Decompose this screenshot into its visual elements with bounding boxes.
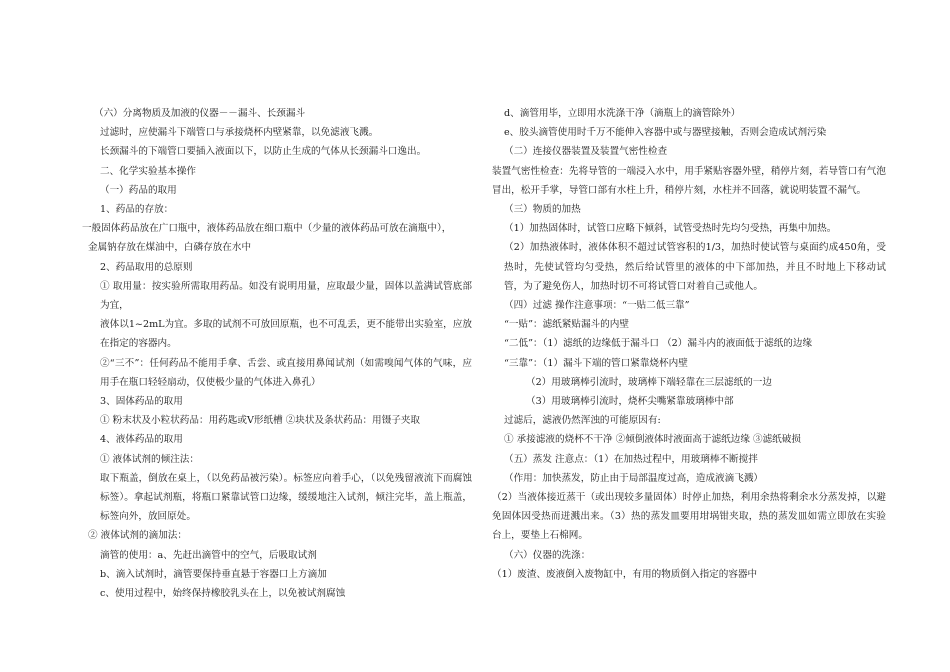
left-paragraph: 金属钠存放在煤油中，白磷存放在水中 [88,242,252,254]
right-paragraph: “一贴”：滤纸紧贴漏斗的内壁 [504,319,629,331]
left-paragraph: 1、药品的存放： [100,204,174,216]
right-paragraph: （五）蒸发 注意点：（1）在加热过程中，用玻璃棒不断搅拌 [504,453,758,465]
right-paragraph: （三）物质的加热 [504,204,581,216]
left-paragraph: 长颈漏斗的下端管口要插入液面以下，以防止生成的气体从长颈漏斗口逸出。 [100,146,427,158]
left-paragraph: （一）药品的取用 [100,184,177,196]
left-column [82,104,472,603]
right-paragraph: （2）当液体接近蒸干（或出现较多量固体）时停止加热，利用余热将剩余水分蒸发掉，以避免固体因受热而迸溅出来。（3）热的蒸发皿要用坩埚钳夹取，热的蒸发皿如需立即放在实验台上，要垫上石棉网。 [492,492,886,542]
left-paragraph: ② 液体试剂的滴加法： [88,530,187,542]
right-paragraph: 装置气密性检查：先将导管的一端浸入水中，用手紧贴容器外壁，稍停片刻，若导管口有气泡冒出，松开手掌，导管口部有水柱上升，稍停片刻，水柱并不回落，就说明装置不漏气。 [492,165,886,196]
right-paragraph: ① 承接滤液的烧杯不干净 ②倾倒液体时液面高于滤纸边缘 ③滤纸破损 [504,434,801,446]
left-paragraph: 一般固体药品放在广口瓶中，液体药品放在细口瓶中（少量的液体药品可放在滴瓶中）， [82,223,452,235]
right-column [486,104,886,584]
left-paragraph: 二、化学实验基本操作 [100,165,196,177]
right-paragraph: （1）加热固体时，试管口应略下倾斜，试管受热时先均匀受热，再集中加热。 [504,223,837,235]
left-paragraph: 过滤时，应使漏斗下端管口与承接烧杯内壁紧靠，以免滤液飞溅。 [100,127,379,139]
right-paragraph: d、滴管用毕，立即用水洗涤干净（滴瓶上的滴管除外） [504,108,741,119]
right-paragraph: （3）用玻璃棒引流时，烧杯尖嘴紧靠玻璃棒中部 [526,396,734,408]
left-paragraph: 滴管的使用：a、先赶出滴管中的空气，后吸取试剂 [100,549,317,561]
right-paragraph: （1）废渣、废液倒入废物缸中，有用的物质倒入指定的容器中 [492,568,758,580]
left-paragraph: b、滴入试剂时，滴管要保持垂直悬于容器口上方滴加 [100,568,327,580]
right-paragraph: （2）用玻璃棒引流时，玻璃棒下端轻靠在三层滤纸的一边 [526,376,772,388]
right-paragraph: （作用：加快蒸发，防止由于局部温度过高，造成液滴飞溅） [504,472,764,484]
left-paragraph: 3、固体药品的取用 [100,396,183,408]
left-paragraph: c、使用过程中，始终保持橡胶乳头在上，以免被试剂腐蚀 [100,588,346,600]
right-paragraph: （二）连接仪器装置及装置气密性检查 [504,146,668,158]
left-paragraph: ① 液体试剂的倾注法： [100,453,199,465]
left-paragraph: 液体以1~2mL为宜。多取的试剂不可放回原瓶，也不可乱丢，更不能带出实验室，应放在指定的容器内。 [100,319,472,350]
left-paragraph: ① 粉末状及小粒状药品：用药匙或V形纸槽 ②块状及条状药品：用镊子夹取 [100,415,421,427]
left-paragraph: 2、药品取用的总原则 [100,261,193,273]
right-paragraph: （2）加热液体时，液体体积不超过试管容积的1/3，加热时使试管与桌面约成450角，受热时，先使试管均匀受热，然后给试管里的液体的中下部加热，并且不时地上下移动试管，为了避免伤人，加热时切不可将试管口对着自己或他人。 [504,242,886,292]
right-paragraph: （六）仪器的洗涤： [504,549,591,561]
right-paragraph: 过滤后，滤液仍然浑浊的可能原因有: [504,415,661,427]
left-paragraph: 取下瓶盖，倒放在桌上，（以免药品被污染）。标签应向着手心，（以免残留液流下而腐蚀标签）。拿起试剂瓶，将瓶口紧靠试管口边缘，缓缓地注入试剂，倾注完毕，盖上瓶盖，标签向外，放回原处。 [100,472,472,523]
right-paragraph: “二低”：（1）滤纸的边缘低于漏斗口 （2）漏斗内的液面低于滤纸的边缘 [504,338,813,350]
right-paragraph: （四）过滤 操作注意事项：“一贴二低三靠” [504,300,690,312]
right-paragraph: “三靠”：（1）漏斗下端的管口紧靠烧杯内壁 [504,357,688,369]
left-paragraph: 4、液体药品的取用 [100,434,183,446]
right-paragraph: e、胶头滴管使用时千万不能伸入容器中或与器壁接触，否则会造成试剂污染 [504,127,827,139]
left-paragraph: （六）分离物质及加液的仪器－－漏斗、长颈漏斗 [94,108,306,119]
left-paragraph: ① 取用量：按实验所需取用药品。如没有说明用量，应取最少量，固体以盖满试管底部为宜， [100,280,472,312]
left-paragraph: ②“三不”：任何药品不能用手拿、舌尝、或直接用鼻闻试剂（如需嗅闻气体的气味，应用手在瓶口轻轻扇动，仅使极少量的气体进入鼻孔） [100,357,472,388]
